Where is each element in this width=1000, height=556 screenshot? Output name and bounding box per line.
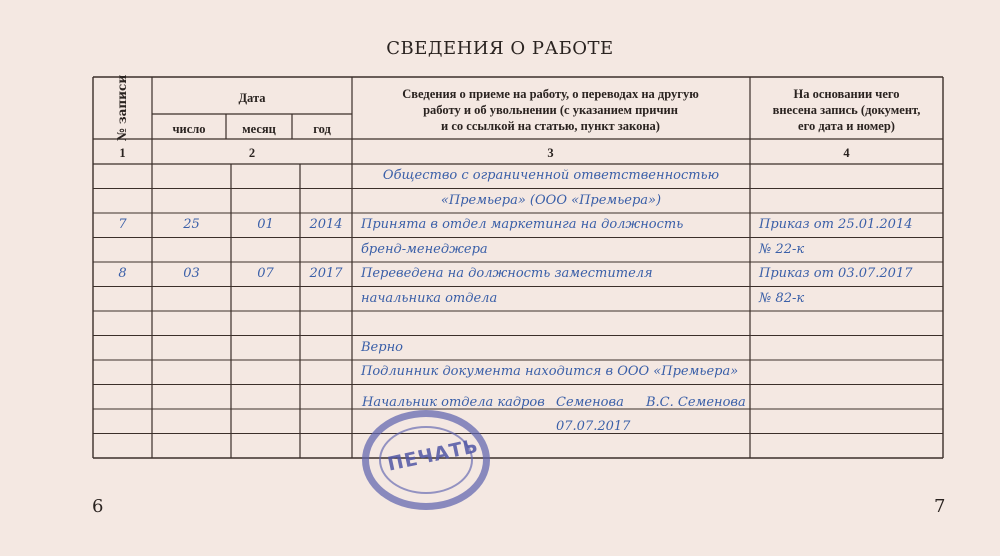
row-info: Принята в отдел маркетинга на должность [361, 217, 684, 232]
page-number-right: 7 [934, 496, 946, 517]
row-info: «Премьера» (ООО «Премьера») [440, 192, 662, 208]
row-month: 01 [257, 217, 274, 232]
row-info: Переведена на должность заместителя [361, 266, 653, 281]
row-info: начальника отдела [361, 290, 498, 306]
header-date: Дата [238, 91, 266, 105]
header-info-line-2: работу и об увольнении (с указанием причин [423, 103, 678, 117]
page-number-left: 6 [92, 496, 104, 517]
row-basis: № 82-к [759, 290, 805, 306]
row-day: 03 [183, 266, 200, 281]
row-number: 8 [118, 266, 127, 281]
page-title: СВЕДЕНИЯ О РАБОТЕ [386, 38, 614, 59]
row-info: бренд-менеджера [361, 241, 488, 257]
row-info: Общество с ограниченной ответственностью [382, 168, 720, 183]
header-basis-line-1: На основании чего [793, 87, 900, 101]
header-year: год [313, 122, 331, 136]
column-number-3: 3 [547, 146, 554, 160]
signature-name: В.С. Семенова [646, 395, 746, 410]
header-basis-line-2: внесена запись (документ, [772, 103, 921, 117]
signature-position: Начальник отдела кадров [362, 395, 545, 410]
header-info-line-1: Сведения о приеме на работу, о переводах на другую [402, 87, 699, 101]
column-number-1: 1 [119, 146, 126, 160]
signature-date: 07.07.2017 [556, 419, 631, 434]
row-basis: № 22-к [759, 241, 805, 257]
row-month: 07 [257, 266, 274, 281]
stamp-seal [362, 410, 490, 510]
row-basis: Приказ от 25.01.2014 [759, 217, 913, 232]
header-month: месяц [242, 122, 276, 136]
row-info: Верно [361, 339, 403, 355]
header-info-line-3: и со ссылкой на статью, пункт закона) [441, 119, 660, 133]
header-basis-line-3: его дата и номер) [798, 119, 895, 133]
header-basis [750, 86, 943, 134]
header-info [352, 86, 749, 134]
row-basis: Приказ от 03.07.2017 [759, 266, 913, 281]
signature-handwritten: Семенова [556, 395, 624, 410]
column-number-4: 4 [843, 146, 850, 160]
header-record-number: № записи [115, 74, 129, 142]
header-day: число [172, 122, 206, 136]
row-year: 2017 [309, 266, 343, 281]
column-number-2: 2 [248, 146, 256, 160]
row-number: 7 [118, 217, 127, 232]
stamp-text: ПЕЧАТЬ [385, 434, 481, 476]
row-year: 2014 [309, 217, 343, 232]
row-day: 25 [183, 217, 200, 232]
row-info: Подлинник документа находится в ООО «Премьера» [361, 364, 739, 379]
